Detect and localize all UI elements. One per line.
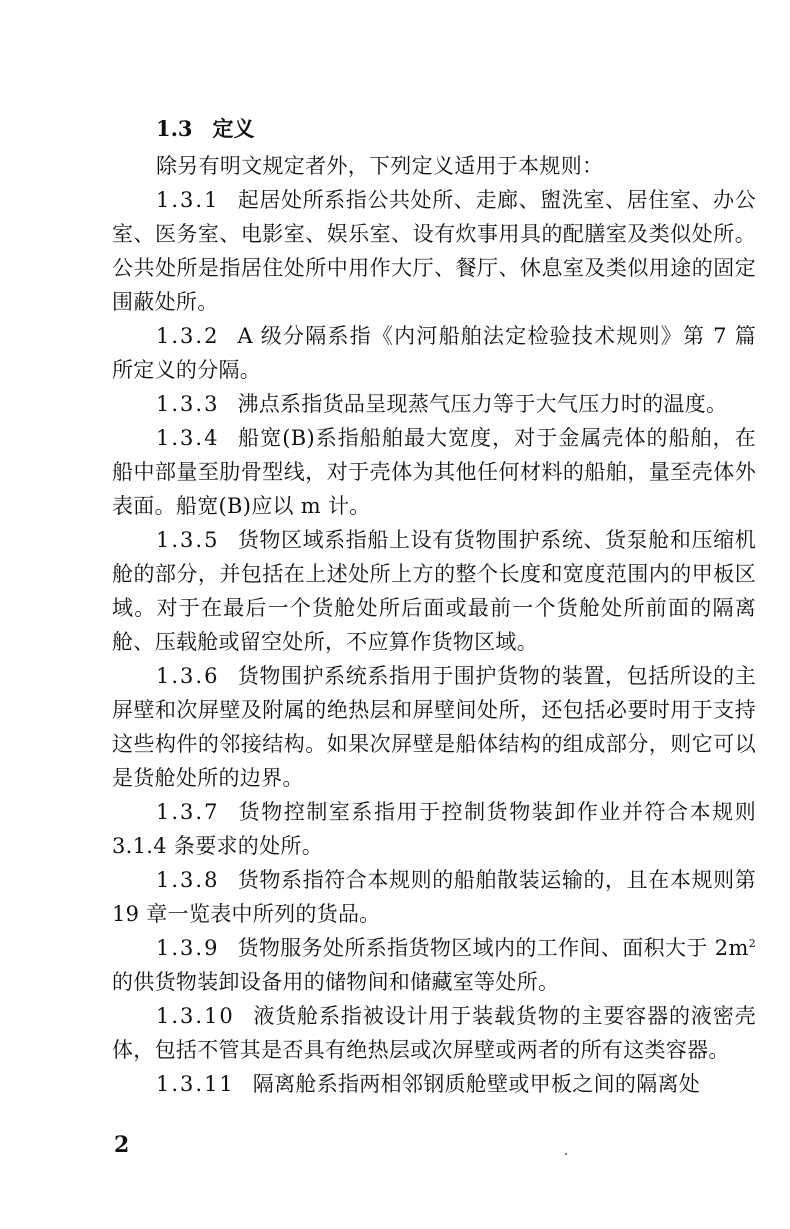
definition-paragraph [112, 795, 756, 863]
superscript: 2 [748, 937, 756, 950]
definition-number: 1.3.8 [156, 868, 220, 892]
definition-number: 1.3.4 [156, 426, 220, 450]
definition-text: 货物服务处所系指货物区域内的工作间、面积大于 2m [237, 936, 749, 960]
definition-paragraph [112, 319, 756, 387]
section-number: 1.3 [156, 116, 193, 141]
definition-paragraph [112, 183, 756, 319]
definition-text: 货物系指符合本规则的船舶散装运输的，且在本规则第 19 章一览表中所列的货品。 [112, 868, 756, 926]
definition-text: 货物控制室系指用于控制货物装卸作业并符合本规则 3.1.4 条要求的处所。 [112, 800, 756, 858]
definition-text: 的供货物装卸设备用的储物间和储藏室等处所。 [112, 970, 560, 994]
intro-paragraph: 除另有明文规定者外，下列定义适用于本规则： [156, 154, 604, 178]
page-content [112, 108, 756, 1101]
definition-number: 1.3.2 [156, 324, 220, 348]
definition-number: 1.3.5 [156, 528, 220, 552]
definition-number: 1.3.3 [156, 392, 220, 416]
definition-paragraph [112, 421, 756, 523]
definition-paragraph [112, 523, 756, 659]
page-number: 2 [114, 1132, 130, 1158]
definition-paragraph [112, 931, 756, 999]
definition-paragraph [112, 1067, 756, 1101]
definition-text: 液货舱系指被设计用于装载货物的主要容器的液密壳体，包括不管其是否具有绝热层或次屏壁或两者的所有这类容器。 [112, 1004, 756, 1062]
definition-paragraph [112, 999, 756, 1067]
section-heading [112, 108, 756, 149]
scan-speck [565, 1153, 567, 1155]
definition-number: 1.3.1 [156, 188, 220, 212]
definition-paragraph [112, 863, 756, 931]
definition-number: 1.3.7 [156, 800, 220, 824]
definition-text: 隔离舱系指两相邻钢质舱壁或甲板之间的隔离处 [252, 1072, 701, 1096]
definition-text: A 级分隔系指《内河船舶法定检验技术规则》第 7 篇所定义的分隔。 [112, 324, 756, 382]
definition-text: 船宽(B)系指船舶最大宽度，对于金属壳体的船舶，在船中部量至肋骨型线，对于壳体为其他任何材料的船舶，量至壳体外表面。船宽(B)应以 m 计。 [112, 426, 756, 518]
definition-text: 货物区域系指船上设有货物围护系统、货泵舱和压缩机舱的部分，并包括在上述处所上方的整个长度和宽度范围内的甲板区域。对于在最后一个货舱处所后面或最前一个货舱处所前面的隔离舱、压载舱或留空处所，不应算作货物区域。 [112, 528, 756, 654]
definition-number: 1.3.10 [156, 1004, 235, 1028]
definition-number: 1.3.9 [156, 936, 220, 960]
definition-text: 沸点系指货品呈现蒸气压力等于大气压力时的温度。 [237, 392, 728, 416]
definition-text: 货物围护系统系指用于围护货物的装置，包括所设的主屏壁和次屏壁及附属的绝热层和屏壁间处所，还包括必要时用于支持这些构件的邻接结构。如果次屏壁是船体结构的组成部分，则它可以是货舱处所的边界。 [112, 664, 756, 790]
section-title: 定义 [212, 116, 255, 141]
definition-number: 1.3.11 [156, 1072, 235, 1096]
definition-text: 起居处所系指公共处所、走廊、盥洗室、居住室、办公室、医务室、电影室、娱乐室、设有炊事用具的配膳室及类似处所。公共处所是指居住处所中用作大厅、餐厅、休息室及类似用途的固定围蔽处所。 [112, 188, 756, 314]
definition-number: 1.3.6 [156, 664, 220, 688]
definition-paragraph [112, 387, 756, 421]
definition-paragraph [112, 659, 756, 795]
